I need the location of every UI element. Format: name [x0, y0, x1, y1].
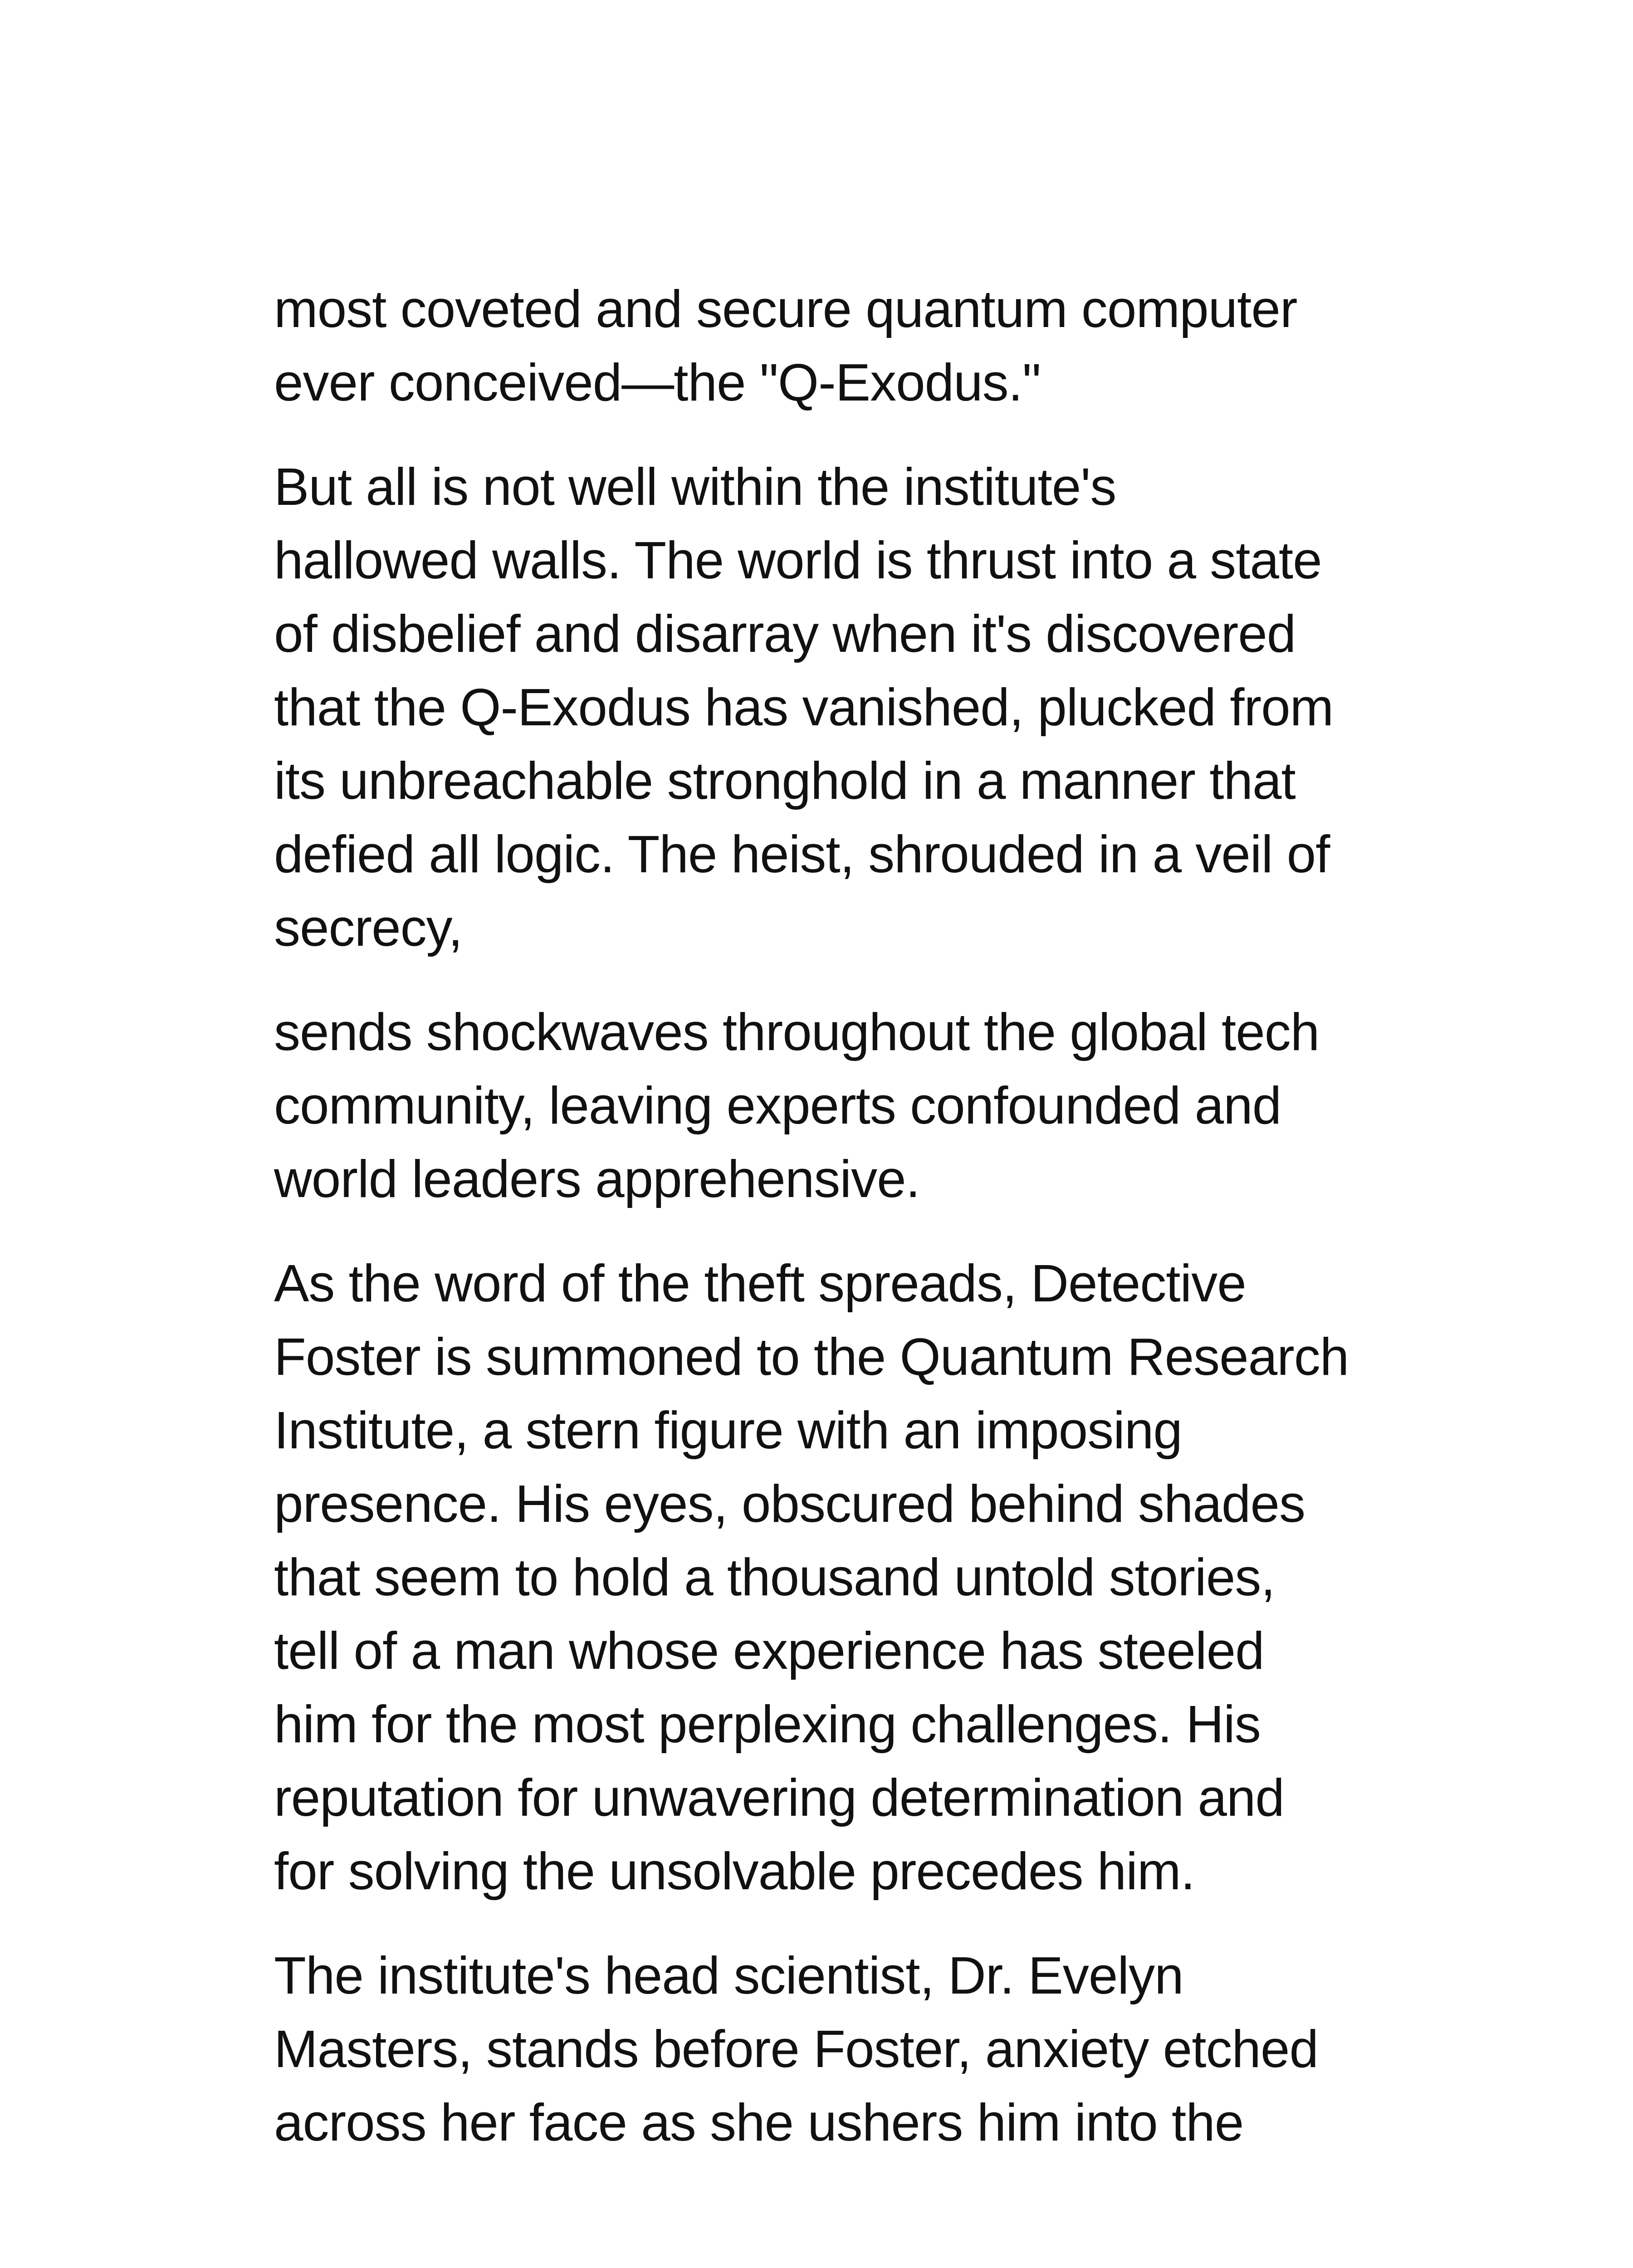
paragraph-2: But all is not well within the institute's hallowed walls. The world is thrust into a state of disbelief and disarray when it's discovered that the Q-Exodus has vanished, plucked from its unbreachable stronghold in a manner that defied all logic. The heist, shrouded in a veil of secrecy, — [274, 457, 1334, 957]
paragraph-4: As the word of the theft spreads, Detective Foster is summoned to the Quantum Research Institute, a stern figure with an imposing presence. His eyes, obscured behind shades that seem to hold a thousand untold stories, tell of a man whose experience has steeled him for the most perplexing challenges. His reputation for unwavering determination and for solving the unsolvable precedes him. — [274, 1254, 1349, 1901]
paragraph-5: The institute's head scientist, Dr. Evelyn Masters, stands before Foster, anxiety etched across her face as she ushers him into the — [274, 1946, 1318, 2152]
body-text — [274, 272, 1390, 2190]
paragraph-3: sends shockwaves throughout the global tech community, leaving experts confounded and world leaders apprehensive. — [274, 1002, 1320, 1208]
paragraph-1: most coveted and secure quantum computer ever conceived—the "Q-Exodus." — [274, 279, 1297, 412]
